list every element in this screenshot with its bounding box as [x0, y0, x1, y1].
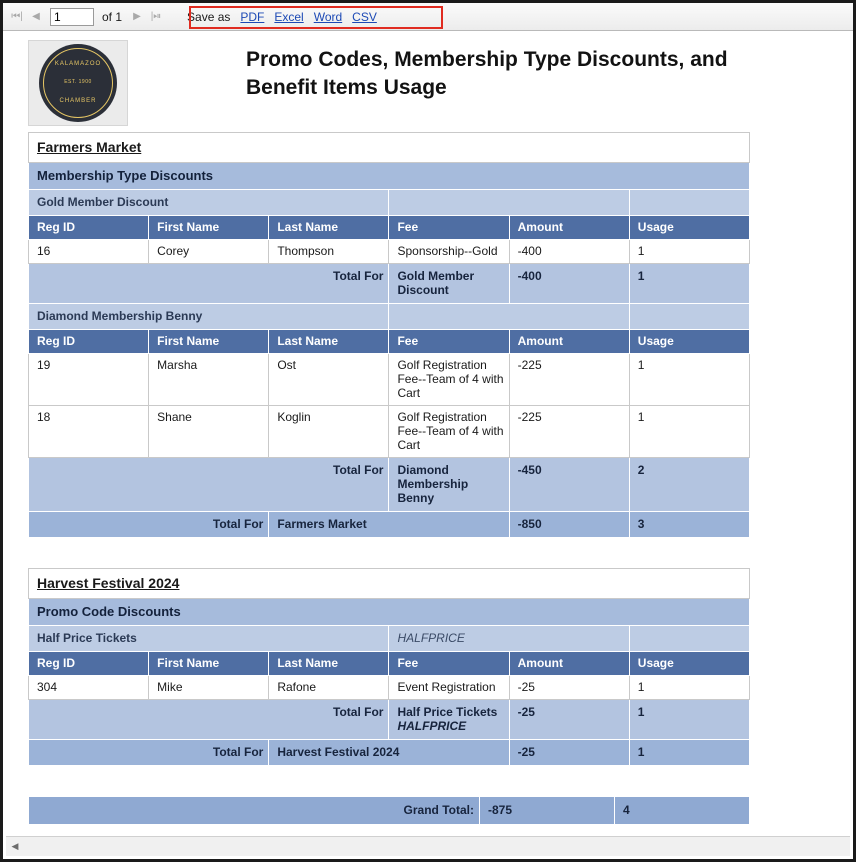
export-group — [179, 8, 387, 26]
seal-top-text: KALAMAZOO — [54, 61, 102, 68]
cell-fee: Sponsorship--Gold — [389, 240, 509, 264]
group-header-row — [29, 190, 750, 216]
column-header-4: Amount — [509, 652, 629, 676]
column-header-5: Usage — [629, 652, 749, 676]
column-header-3: Fee — [389, 330, 509, 354]
group-total-usage: 1 — [629, 700, 749, 740]
cell-first-name: Marsha — [149, 354, 269, 406]
group-header-row — [29, 626, 750, 652]
group-name: Half Price Tickets — [29, 626, 389, 652]
export-word-link[interactable]: Word — [313, 9, 343, 24]
seal-bottom-text: CHAMBER — [59, 97, 97, 104]
column-header-5: Usage — [629, 216, 749, 240]
group-total-row — [29, 264, 750, 304]
group-code: HALFPRICE — [389, 626, 629, 652]
cell-usage: 1 — [629, 354, 749, 406]
event-total-amount: -25 — [509, 740, 629, 766]
cell-reg-id: 304 — [29, 676, 149, 700]
event-total-row — [29, 740, 750, 766]
page-number-input[interactable] — [50, 8, 94, 26]
column-header-2: Last Name — [269, 216, 389, 240]
cell-usage: 1 — [629, 240, 749, 264]
cell-fee: Golf Registration Fee--Team of 4 with Cart — [389, 406, 509, 458]
chamber-seal-icon — [39, 44, 117, 122]
table-row — [29, 676, 750, 700]
cell-last-name: Thompson — [269, 240, 389, 264]
group-total-name: Half Price Tickets HALFPRICE — [389, 700, 509, 740]
group-total-label: Total For — [29, 700, 389, 740]
event-total-usage: 3 — [629, 512, 749, 538]
section-title: Promo Code Discounts — [29, 599, 750, 626]
column-header-2: Last Name — [269, 652, 389, 676]
group-total-row — [29, 458, 750, 512]
group-total-name: Diamond Membership Benny — [389, 458, 509, 512]
column-header-1: First Name — [149, 652, 269, 676]
table-row — [29, 354, 750, 406]
cell-amount: -400 — [509, 240, 629, 264]
table-row — [29, 240, 750, 264]
section-title: Membership Type Discounts — [29, 163, 750, 190]
page-title: Promo Codes, Membership Type Discounts, and Benefit Items Usage — [246, 48, 728, 99]
event-total-row — [29, 512, 750, 538]
column-header-1: First Name — [149, 330, 269, 354]
event-name: Farmers Market — [29, 133, 750, 163]
next-page-icon[interactable]: ▶ — [133, 10, 141, 22]
export-excel-link[interactable]: Excel — [274, 9, 304, 24]
column-header-5: Usage — [629, 330, 749, 354]
event-table — [28, 568, 750, 766]
column-header-4: Amount — [509, 216, 629, 240]
event-total-label: Total For — [29, 512, 269, 538]
cell-reg-id: 19 — [29, 354, 149, 406]
group-total-row — [29, 700, 750, 740]
cell-amount: -225 — [509, 354, 629, 406]
cell-first-name: Shane — [149, 406, 269, 458]
cell-amount: -25 — [509, 676, 629, 700]
table-row — [29, 406, 750, 458]
grand-total-amount: -875 — [480, 797, 615, 825]
event-name: Harvest Festival 2024 — [29, 569, 750, 599]
report-content — [28, 40, 750, 825]
group-total-amount: -25 — [509, 700, 629, 740]
column-header-3: Fee — [389, 216, 509, 240]
grand-total-label: Grand Total: — [29, 797, 480, 825]
column-header-row — [29, 216, 750, 240]
seal-mid-text: EST. 1900 — [64, 79, 92, 86]
cell-first-name: Corey — [149, 240, 269, 264]
group-code — [389, 190, 629, 216]
grand-total-table — [28, 796, 750, 825]
group-code — [389, 304, 629, 330]
column-header-3: Fee — [389, 652, 509, 676]
report-scroll-area[interactable] — [6, 34, 850, 836]
table-spacer — [28, 538, 750, 568]
event-total-label: Total For — [29, 740, 269, 766]
cell-first-name: Mike — [149, 676, 269, 700]
group-name: Diamond Membership Benny — [29, 304, 389, 330]
cell-amount: -225 — [509, 406, 629, 458]
group-total-amount: -450 — [509, 458, 629, 512]
cell-fee: Golf Registration Fee--Team of 4 with Cart — [389, 354, 509, 406]
grand-total-row — [29, 797, 750, 825]
column-header-1: First Name — [149, 216, 269, 240]
save-as-label: Save as — [187, 9, 231, 24]
event-total-amount: -850 — [509, 512, 629, 538]
event-name-row — [29, 133, 750, 163]
section-title-row — [29, 163, 750, 190]
previous-page-icon[interactable]: ◀ — [32, 10, 40, 22]
group-blank — [629, 626, 749, 652]
page-count-label: of 1 — [102, 9, 123, 24]
event-total-name: Harvest Festival 2024 — [269, 740, 509, 766]
group-total-usage: 2 — [629, 458, 749, 512]
last-page-icon[interactable]: |⏯ — [150, 10, 162, 22]
cell-fee: Event Registration — [389, 676, 509, 700]
group-blank — [629, 190, 749, 216]
export-csv-link[interactable]: CSV — [352, 9, 377, 24]
section-title-row — [29, 599, 750, 626]
table-spacer — [28, 766, 750, 796]
column-header-4: Amount — [509, 330, 629, 354]
cell-reg-id: 18 — [29, 406, 149, 458]
cell-reg-id: 16 — [29, 240, 149, 264]
grand-total-usage: 4 — [615, 797, 750, 825]
group-total-name: Gold Member Discount — [389, 264, 509, 304]
cell-last-name: Rafone — [269, 676, 389, 700]
report-header — [28, 40, 750, 132]
column-header-0: Reg ID — [29, 330, 149, 354]
group-header-row — [29, 304, 750, 330]
first-page-icon[interactable]: ⏮| — [11, 10, 23, 22]
group-total-usage: 1 — [629, 264, 749, 304]
cell-last-name: Ost — [269, 354, 389, 406]
scrollbar-track[interactable] — [24, 838, 850, 856]
horizontal-scrollbar[interactable] — [6, 836, 850, 856]
report-tables — [28, 132, 750, 825]
event-total-usage: 1 — [629, 740, 749, 766]
event-name-row — [29, 569, 750, 599]
group-total-label: Total For — [29, 458, 389, 512]
column-header-2: Last Name — [269, 330, 389, 354]
group-total-amount: -400 — [509, 264, 629, 304]
column-header-row — [29, 652, 750, 676]
event-total-name: Farmers Market — [269, 512, 509, 538]
column-header-row — [29, 330, 750, 354]
report-toolbar — [3, 3, 853, 31]
scroll-left-icon[interactable]: ◀ — [11, 841, 19, 851]
group-total-label: Total For — [29, 264, 389, 304]
cell-usage: 1 — [629, 676, 749, 700]
cell-usage: 1 — [629, 406, 749, 458]
export-pdf-link[interactable]: PDF — [240, 9, 265, 24]
cell-last-name: Koglin — [269, 406, 389, 458]
column-header-0: Reg ID — [29, 216, 149, 240]
group-blank — [629, 304, 749, 330]
group-name: Gold Member Discount — [29, 190, 389, 216]
organization-logo — [28, 40, 128, 126]
column-header-0: Reg ID — [29, 652, 149, 676]
event-table — [28, 132, 750, 538]
